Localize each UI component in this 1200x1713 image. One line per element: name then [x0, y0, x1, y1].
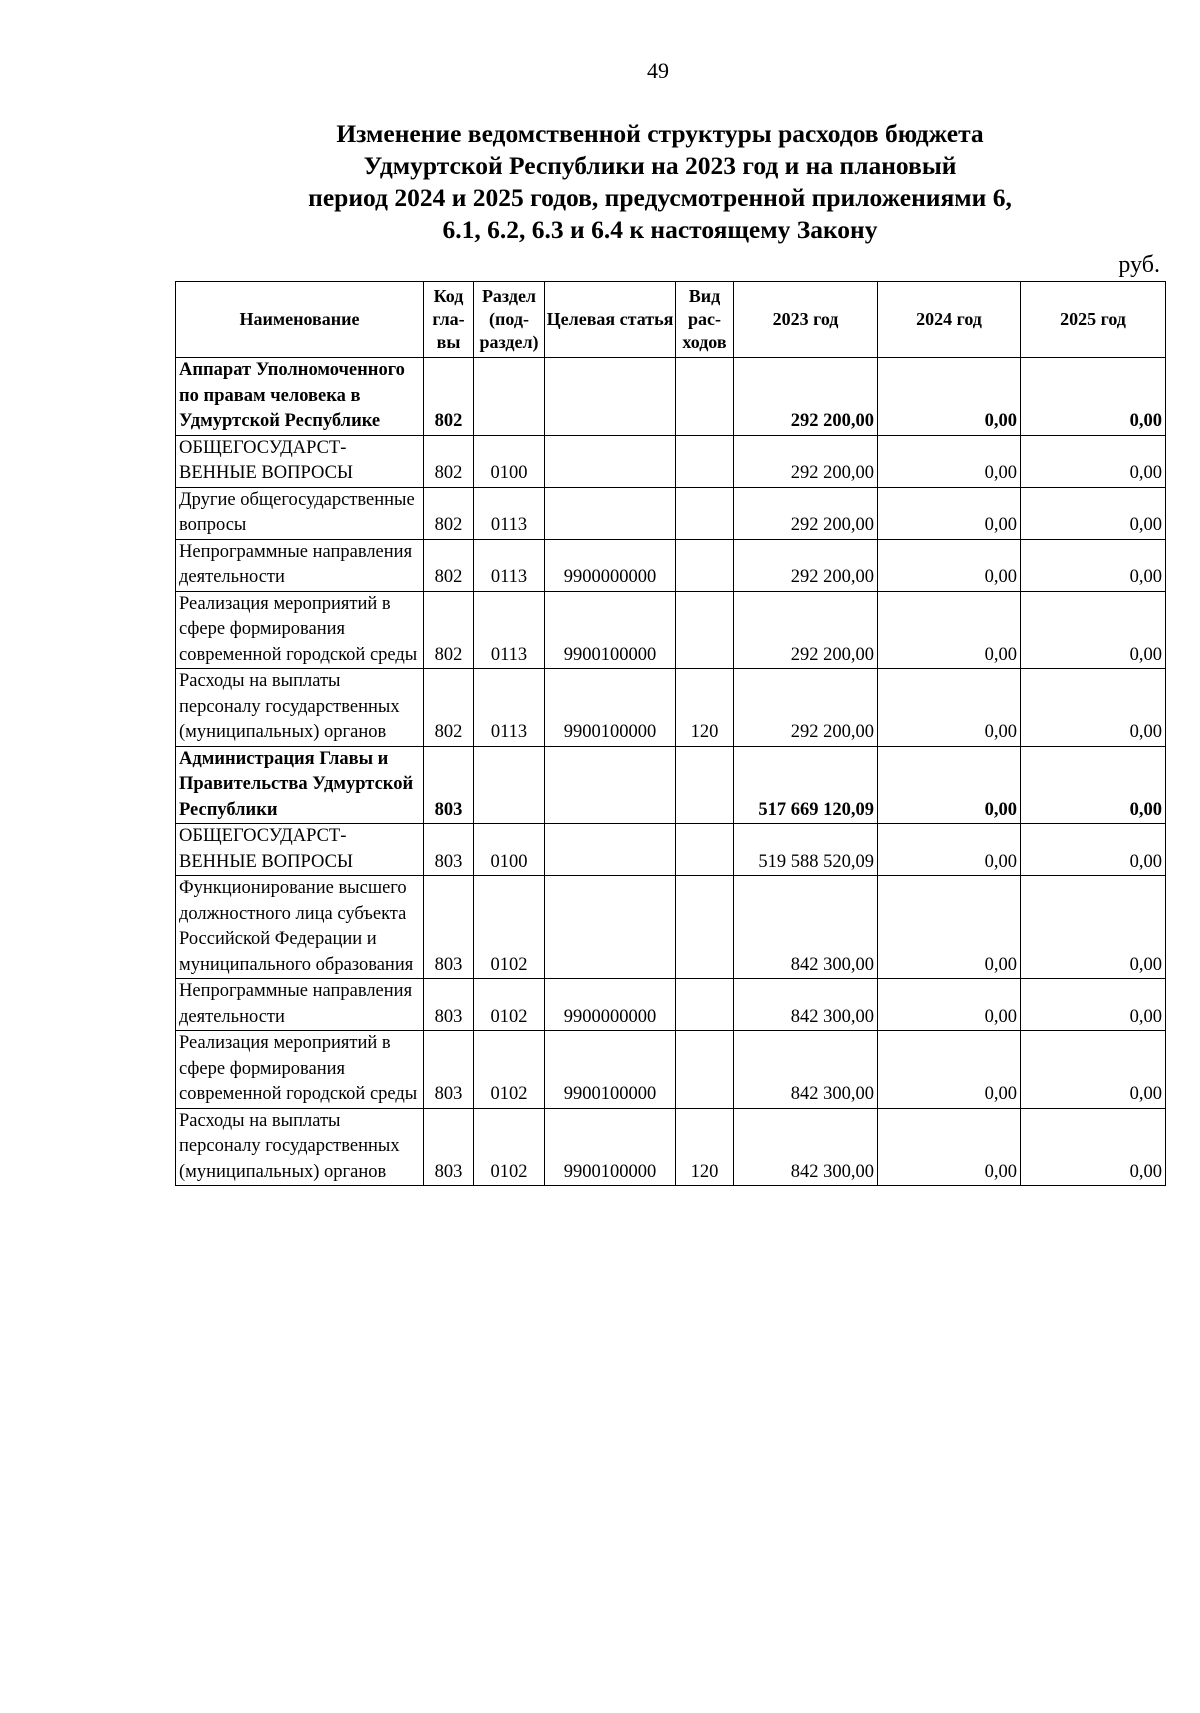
table-row — [176, 358, 1166, 436]
cell-amount-2024: 0,00 — [878, 591, 1021, 669]
cell-section: 0102 — [474, 1031, 545, 1109]
cell-amount-2023: 292 200,00 — [734, 487, 878, 539]
cell-section: 0102 — [474, 1108, 545, 1186]
cell-section: 0102 — [474, 876, 545, 979]
document-title — [180, 118, 1140, 246]
cell-chapter-code: 803 — [424, 1108, 474, 1186]
table-row — [176, 435, 1166, 487]
cell-section: 0113 — [474, 487, 545, 539]
cell-amount-2023: 517 669 120,09 — [734, 746, 878, 824]
cell-amount-2023: 292 200,00 — [734, 358, 878, 436]
table-row — [176, 539, 1166, 591]
cell-expense-kind: 120 — [676, 1108, 734, 1186]
cell-section — [474, 358, 545, 436]
cell-expense-kind — [676, 979, 734, 1031]
cell-amount-2024: 0,00 — [878, 539, 1021, 591]
table-row — [176, 669, 1166, 747]
cell-chapter-code: 803 — [424, 824, 474, 876]
cell-amount-2025: 0,00 — [1021, 487, 1166, 539]
header-name: Наименование — [176, 282, 424, 358]
cell-expense-kind — [676, 358, 734, 436]
header-year-2023: 2023 год — [734, 282, 878, 358]
cell-amount-2024: 0,00 — [878, 435, 1021, 487]
header-target-article: Целевая статья — [545, 282, 676, 358]
cell-name: Администрация Главы и Правительства Удмуртской Республики — [176, 746, 424, 824]
title-line: Удмуртской Республики на 2023 год и на плановый — [363, 151, 957, 180]
cell-section: 0113 — [474, 591, 545, 669]
cell-section: 0102 — [474, 979, 545, 1031]
cell-section: 0113 — [474, 539, 545, 591]
table-row — [176, 876, 1166, 979]
cell-name: Расходы на выплаты персоналу государственных (муниципальных) органов — [176, 669, 424, 747]
cell-name: Функционирование высшего должностного лица субъекта Российской Федерации и муниципального образования — [176, 876, 424, 979]
cell-target-article — [545, 358, 676, 436]
cell-name: Реализация мероприятий в сфере формирования современной городской среды — [176, 1031, 424, 1109]
cell-amount-2025: 0,00 — [1021, 979, 1166, 1031]
cell-amount-2023: 842 300,00 — [734, 876, 878, 979]
header-expense-kind: Вид рас-ходов — [676, 282, 734, 358]
cell-amount-2025: 0,00 — [1021, 669, 1166, 747]
cell-section: 0100 — [474, 435, 545, 487]
table-row — [176, 1031, 1166, 1109]
table-row — [176, 979, 1166, 1031]
cell-name: Расходы на выплаты персоналу государственных (муниципальных) органов — [176, 1108, 424, 1186]
cell-amount-2024: 0,00 — [878, 746, 1021, 824]
cell-amount-2025: 0,00 — [1021, 876, 1166, 979]
cell-chapter-code: 802 — [424, 539, 474, 591]
cell-amount-2025: 0,00 — [1021, 824, 1166, 876]
cell-amount-2024: 0,00 — [878, 669, 1021, 747]
cell-amount-2024: 0,00 — [878, 979, 1021, 1031]
header-section: Раздел (под-раздел) — [474, 282, 545, 358]
title-line: Изменение ведомственной структуры расходов бюджета — [336, 119, 984, 148]
table-body — [176, 358, 1166, 1186]
header-year-2025: 2025 год — [1021, 282, 1166, 358]
cell-target-article — [545, 824, 676, 876]
cell-target-article — [545, 487, 676, 539]
cell-target-article — [545, 435, 676, 487]
table-row — [176, 487, 1166, 539]
cell-chapter-code: 803 — [424, 876, 474, 979]
cell-target-article: 9900100000 — [545, 1108, 676, 1186]
cell-amount-2025: 0,00 — [1021, 591, 1166, 669]
cell-chapter-code: 803 — [424, 1031, 474, 1109]
cell-amount-2023: 292 200,00 — [734, 669, 878, 747]
table-row — [176, 746, 1166, 824]
cell-section: 0100 — [474, 824, 545, 876]
cell-amount-2024: 0,00 — [878, 358, 1021, 436]
cell-target-article — [545, 746, 676, 824]
cell-section: 0113 — [474, 669, 545, 747]
cell-name: Непрограммные направления деятельности — [176, 539, 424, 591]
cell-expense-kind — [676, 435, 734, 487]
table-row — [176, 591, 1166, 669]
cell-amount-2025: 0,00 — [1021, 435, 1166, 487]
cell-target-article: 9900100000 — [545, 591, 676, 669]
cell-amount-2025: 0,00 — [1021, 539, 1166, 591]
cell-name: ОБЩЕГОСУДАРСТ-ВЕННЫЕ ВОПРОСЫ — [176, 824, 424, 876]
cell-expense-kind — [676, 876, 734, 979]
cell-amount-2024: 0,00 — [878, 824, 1021, 876]
cell-amount-2023: 842 300,00 — [734, 1108, 878, 1186]
cell-chapter-code: 802 — [424, 435, 474, 487]
cell-target-article: 9900100000 — [545, 669, 676, 747]
cell-amount-2023: 292 200,00 — [734, 539, 878, 591]
table-header-row — [176, 282, 1166, 358]
cell-amount-2024: 0,00 — [878, 487, 1021, 539]
cell-section — [474, 746, 545, 824]
cell-amount-2023: 292 200,00 — [734, 591, 878, 669]
cell-target-article: 9900100000 — [545, 1031, 676, 1109]
cell-target-article — [545, 876, 676, 979]
cell-name: ОБЩЕГОСУДАРСТ-ВЕННЫЕ ВОПРОСЫ — [176, 435, 424, 487]
title-line: период 2024 и 2025 годов, предусмотренной приложениями 6, — [308, 183, 1012, 212]
cell-chapter-code: 802 — [424, 487, 474, 539]
cell-amount-2025: 0,00 — [1021, 746, 1166, 824]
cell-expense-kind — [676, 591, 734, 669]
header-chapter-code: Код гла-вы — [424, 282, 474, 358]
cell-amount-2024: 0,00 — [878, 1031, 1021, 1109]
cell-amount-2023: 292 200,00 — [734, 435, 878, 487]
cell-expense-kind — [676, 824, 734, 876]
table-row — [176, 824, 1166, 876]
cell-expense-kind — [676, 746, 734, 824]
title-line: 6.1, 6.2, 6.3 и 6.4 к настоящему Закону — [442, 215, 878, 244]
cell-amount-2025: 0,00 — [1021, 358, 1166, 436]
cell-amount-2024: 0,00 — [878, 876, 1021, 979]
currency-unit: руб. — [1118, 252, 1160, 278]
header-year-2024: 2024 год — [878, 282, 1021, 358]
cell-chapter-code: 803 — [424, 979, 474, 1031]
cell-name: Непрограммные направления деятельности — [176, 979, 424, 1031]
cell-name: Аппарат Уполномоченного по правам человека в Удмуртской Республике — [176, 358, 424, 436]
cell-chapter-code: 802 — [424, 591, 474, 669]
cell-amount-2023: 842 300,00 — [734, 1031, 878, 1109]
cell-expense-kind — [676, 487, 734, 539]
budget-table — [175, 281, 1166, 1186]
cell-target-article: 9900000000 — [545, 979, 676, 1031]
cell-amount-2024: 0,00 — [878, 1108, 1021, 1186]
cell-expense-kind: 120 — [676, 669, 734, 747]
table-row — [176, 1108, 1166, 1186]
cell-chapter-code: 802 — [424, 358, 474, 436]
cell-expense-kind — [676, 1031, 734, 1109]
page-number: 49 — [647, 58, 669, 83]
cell-chapter-code: 803 — [424, 746, 474, 824]
cell-amount-2025: 0,00 — [1021, 1031, 1166, 1109]
cell-name: Реализация мероприятий в сфере формирования современной городской среды — [176, 591, 424, 669]
cell-target-article: 9900000000 — [545, 539, 676, 591]
cell-amount-2025: 0,00 — [1021, 1108, 1166, 1186]
cell-chapter-code: 802 — [424, 669, 474, 747]
cell-amount-2023: 519 588 520,09 — [734, 824, 878, 876]
cell-expense-kind — [676, 539, 734, 591]
cell-name: Другие общегосударственные вопросы — [176, 487, 424, 539]
cell-amount-2023: 842 300,00 — [734, 979, 878, 1031]
